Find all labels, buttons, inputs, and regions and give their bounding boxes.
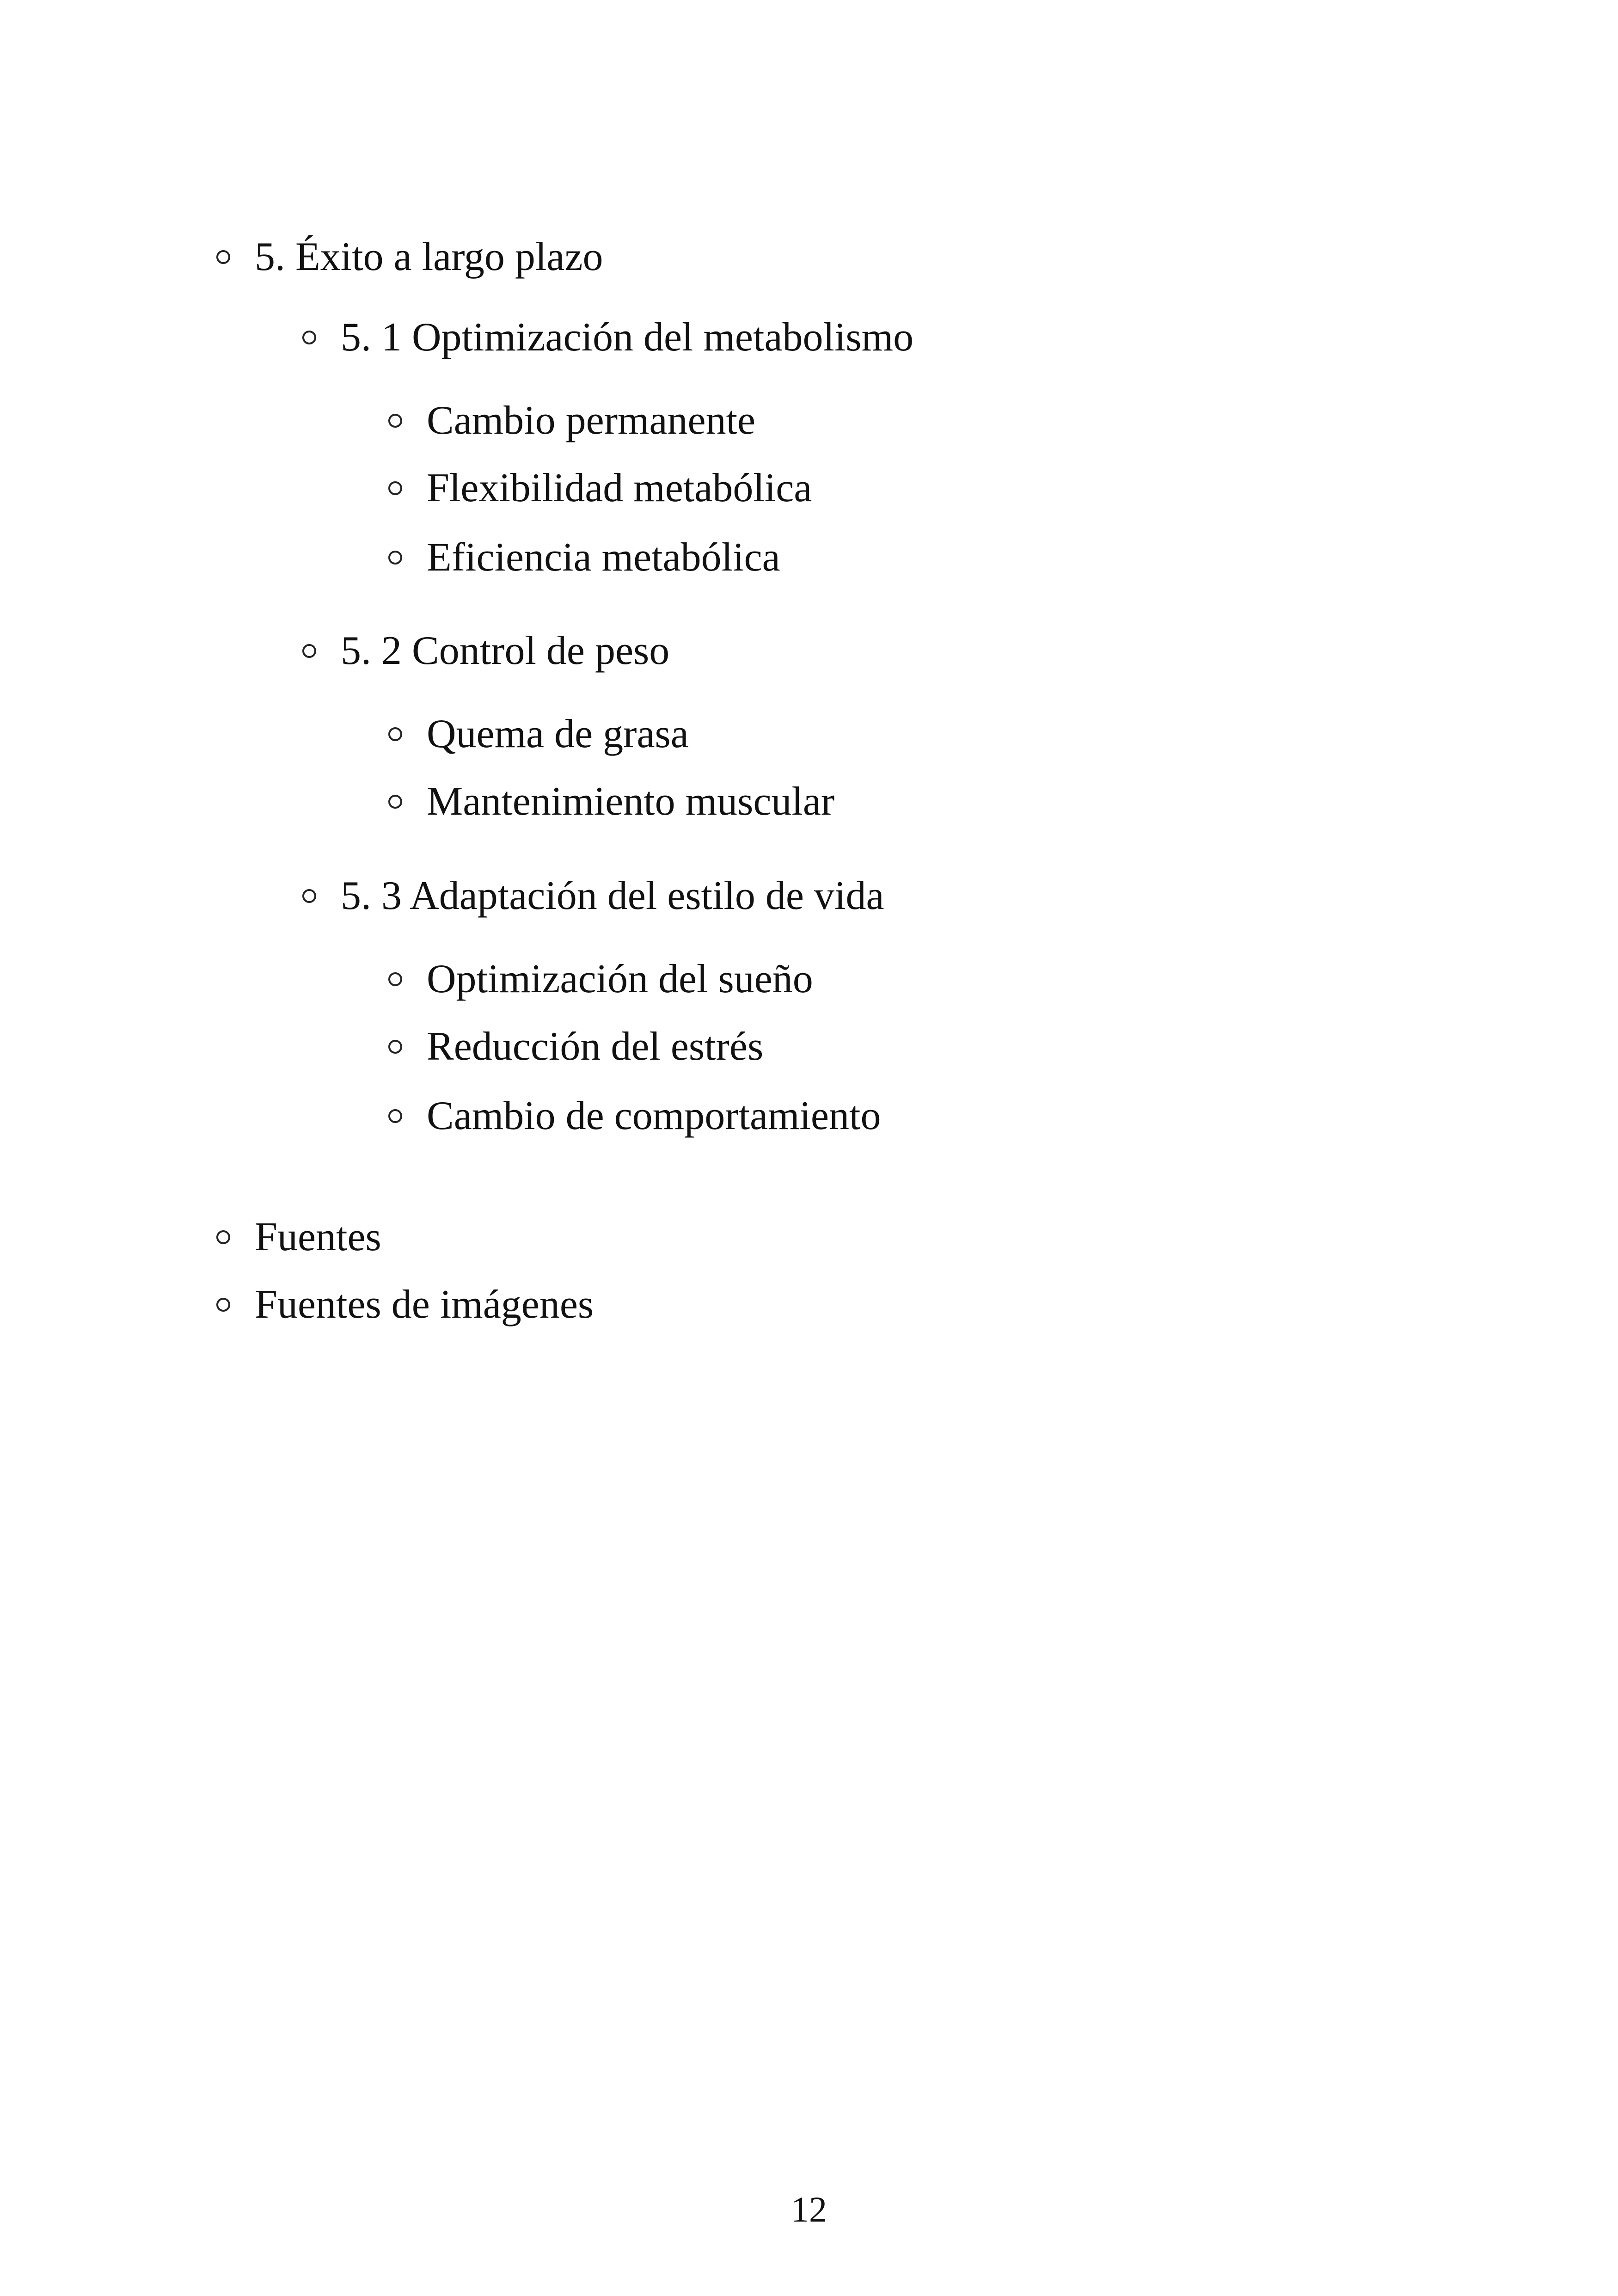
circle-bullet-icon <box>388 727 402 741</box>
outline-item-label: Flexibilidad metabólica <box>427 466 812 510</box>
outline-item <box>388 400 755 441</box>
outline-item-label: Mantenimiento muscular <box>427 779 835 824</box>
circle-bullet-icon <box>302 644 316 658</box>
circle-bullet-icon <box>388 1109 402 1123</box>
circle-bullet-icon <box>216 250 230 264</box>
outline-item-section-5-3 <box>302 873 884 918</box>
circle-bullet-icon <box>302 889 316 903</box>
outline-item <box>388 468 812 509</box>
outline-item-label: 5. 3 Adaptación del estilo de vida <box>341 873 884 918</box>
circle-bullet-icon <box>388 795 402 809</box>
outline-item-section-5-1 <box>302 317 913 358</box>
outline-item-section-5 <box>216 234 603 279</box>
circle-bullet-icon <box>216 1298 230 1312</box>
circle-bullet-icon <box>216 1230 230 1244</box>
outline-item-label: Fuentes de imágenes <box>255 1282 594 1327</box>
outline-item-label: Reducción del estrés <box>427 1024 764 1069</box>
outline-item <box>388 537 780 578</box>
outline-item-section-5-2 <box>302 628 670 673</box>
circle-bullet-icon <box>388 414 402 428</box>
outline-item-label: 5. Éxito a largo plazo <box>255 234 603 279</box>
outline-item-label: Eficiencia metabólica <box>427 535 780 580</box>
page-number: 12 <box>791 2189 827 2229</box>
outline-item-label: Optimización del sueño <box>427 957 813 1001</box>
outline-item <box>388 1026 763 1067</box>
outline-item-label: Cambio de comportamiento <box>427 1093 881 1138</box>
outline-item-label: Fuentes <box>255 1215 381 1259</box>
outline-item-label: 5. 2 Control de peso <box>341 628 670 673</box>
outline-item <box>388 714 689 755</box>
outline-item-image-sources <box>216 1284 594 1325</box>
outline-item <box>388 959 813 1000</box>
circle-bullet-icon <box>388 1040 402 1054</box>
outline-item <box>388 1093 881 1138</box>
circle-bullet-icon <box>388 972 402 986</box>
outline-item-label: Cambio permanente <box>427 398 756 443</box>
outline-item-sources <box>216 1217 381 1258</box>
outline-item <box>388 781 834 822</box>
circle-bullet-icon <box>388 551 402 565</box>
circle-bullet-icon <box>388 481 402 495</box>
circle-bullet-icon <box>302 331 316 344</box>
outline-item-label: Quema de grasa <box>427 712 689 756</box>
outline-item-label: 5. 1 Optimización del metabolismo <box>341 315 914 360</box>
